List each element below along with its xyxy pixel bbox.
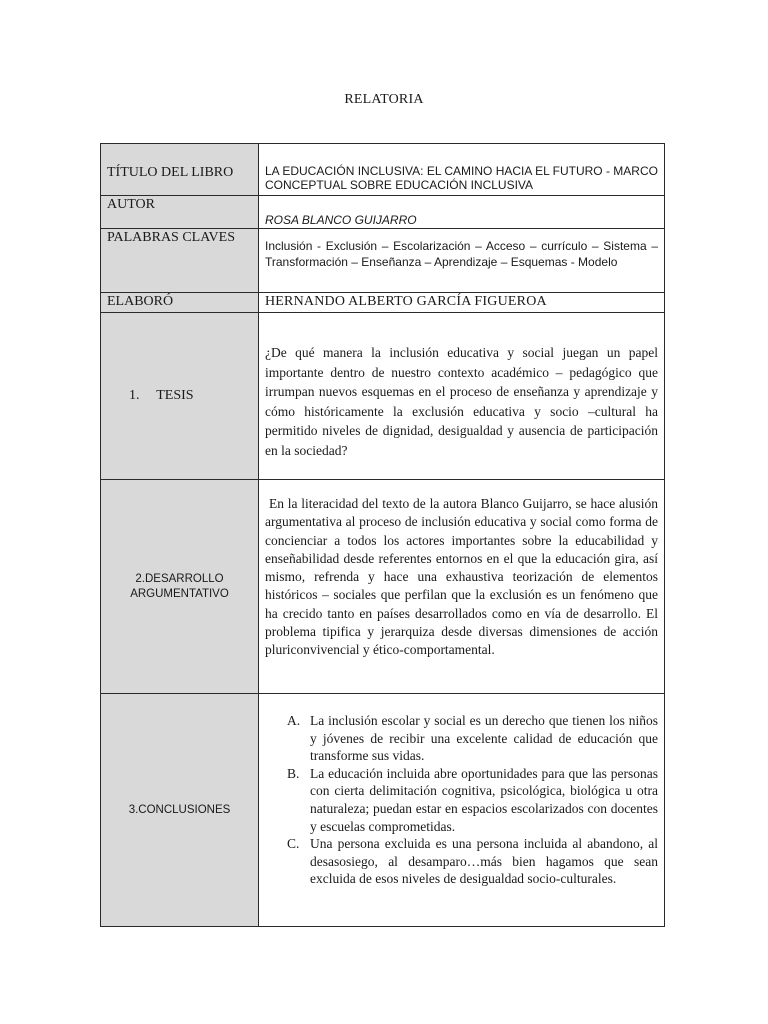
conclusion-item	[287, 712, 658, 765]
tesis-number: 1.	[129, 388, 140, 403]
conclusion-marker: B.	[287, 765, 300, 781]
palabras-value: Inclusión - Exclusión – Escolarización – Acceso – currículo – Sistema – Transformación – Enseñanza – Aprendizaje – Esquemas - Modelo	[265, 239, 658, 269]
value-cell-tesis	[259, 313, 665, 480]
conclusion-marker: A.	[287, 713, 301, 728]
row-titulo	[101, 144, 665, 196]
desarrollo-heading	[101, 572, 258, 602]
document-title: RELATORIA	[344, 92, 424, 107]
value-cell-autor	[259, 196, 665, 229]
label-cell-desarrollo	[101, 480, 259, 694]
value-cell-elaboro	[259, 293, 665, 313]
conclusion-item	[287, 835, 658, 888]
conclusion-item	[287, 765, 658, 835]
desarrollo-text: En la literacidad del texto de la autora Blanco Guijarro, se hace alusión argumentativa al proceso de inclusión educativa y social como forma de concienciar a todos los actores importantes sobre la educabilidad y enseñabilidad desde referentes entornos en el que la educación gira, así mismo, refrenda y hace una exhaustiva teorización de elementos históricos – sociales que perfilan que la exclusión es un fenómeno que ha crecido tanto en países desarrollados como en vía de desarrollo. El problema tipifica y jerarquiza desde diversas dimensiones de acción pluriconvivencial y ético-comportamental.	[265, 496, 658, 658]
relatoria-table	[100, 143, 665, 927]
autor-label: AUTOR	[107, 197, 155, 212]
value-cell-titulo	[259, 144, 665, 196]
label-cell-palabras	[101, 229, 259, 293]
tesis-text: ¿De qué manera la inclusión educativa y social juegan un papel importante dentro de nuestro contexto académico – pedagógico que irrumpan nuevos esquemas en el proceso de enseñanza y aprendizaje y cómo históricamente la exclusión educativa y socio –cultural ha permitido niveles de dignidad, desigualdad y ausencia de participación en la sociedad?	[265, 345, 658, 458]
conclusion-text: Una persona excluida es una persona incluida al abandono, al desasosiego, al desamparo…más bien hagamos que sean excluida de esos niveles de desigualdad socio-culturales.	[310, 836, 658, 887]
row-conclusiones	[101, 694, 665, 927]
conclusiones-list	[259, 694, 664, 888]
tesis-label: TESIS	[156, 388, 194, 403]
row-autor	[101, 196, 665, 229]
value-cell-palabras	[259, 229, 665, 293]
conclusion-text: La inclusión escolar y social es un derecho que tienen los niños y jóvenes de recibir una excelente calidad de educación que transforme sus vidas.	[310, 713, 658, 764]
titulo-label: TÍTULO DEL LIBRO	[107, 165, 234, 180]
value-cell-conclusiones	[259, 694, 665, 927]
elaboro-value: HERNANDO ALBERTO GARCÍA FIGUEROA	[265, 294, 547, 309]
label-cell-conclusiones	[101, 694, 259, 927]
label-cell-titulo	[101, 144, 259, 196]
conclusiones-label: 3.CONCLUSIONES	[128, 803, 231, 816]
desarrollo-label-line1: 2.DESARROLLO	[135, 572, 224, 585]
row-palabras	[101, 229, 665, 293]
autor-value: ROSA BLANCO GUIJARRO	[265, 213, 417, 227]
conclusion-text: La educación incluida abre oportunidades para que las personas con cierta delimitación cognitiva, psicológica, biológica u otra naturaleza; puedan estar en espacios escolarizados con docentes y escuelas comprometidas.	[310, 765, 658, 834]
elaboro-label: ELABORÓ	[107, 294, 174, 309]
value-cell-desarrollo	[259, 480, 665, 694]
desarrollo-label-line2: ARGUMENTATIVO	[130, 587, 229, 600]
label-cell-tesis	[101, 313, 259, 480]
row-tesis	[101, 313, 665, 480]
label-cell-elaboro	[101, 293, 259, 313]
palabras-label: PALABRAS CLAVES	[107, 230, 235, 245]
titulo-value: LA EDUCACIÓN INCLUSIVA: EL CAMINO HACIA EL FUTURO - MARCO CONCEPTUAL SOBRE EDUCACIÓN INCLUSIVA	[265, 164, 658, 192]
row-elaboro	[101, 293, 665, 313]
conclusion-marker: C.	[287, 836, 300, 852]
label-cell-autor	[101, 196, 259, 229]
row-desarrollo	[101, 480, 665, 694]
tesis-heading	[101, 388, 258, 404]
